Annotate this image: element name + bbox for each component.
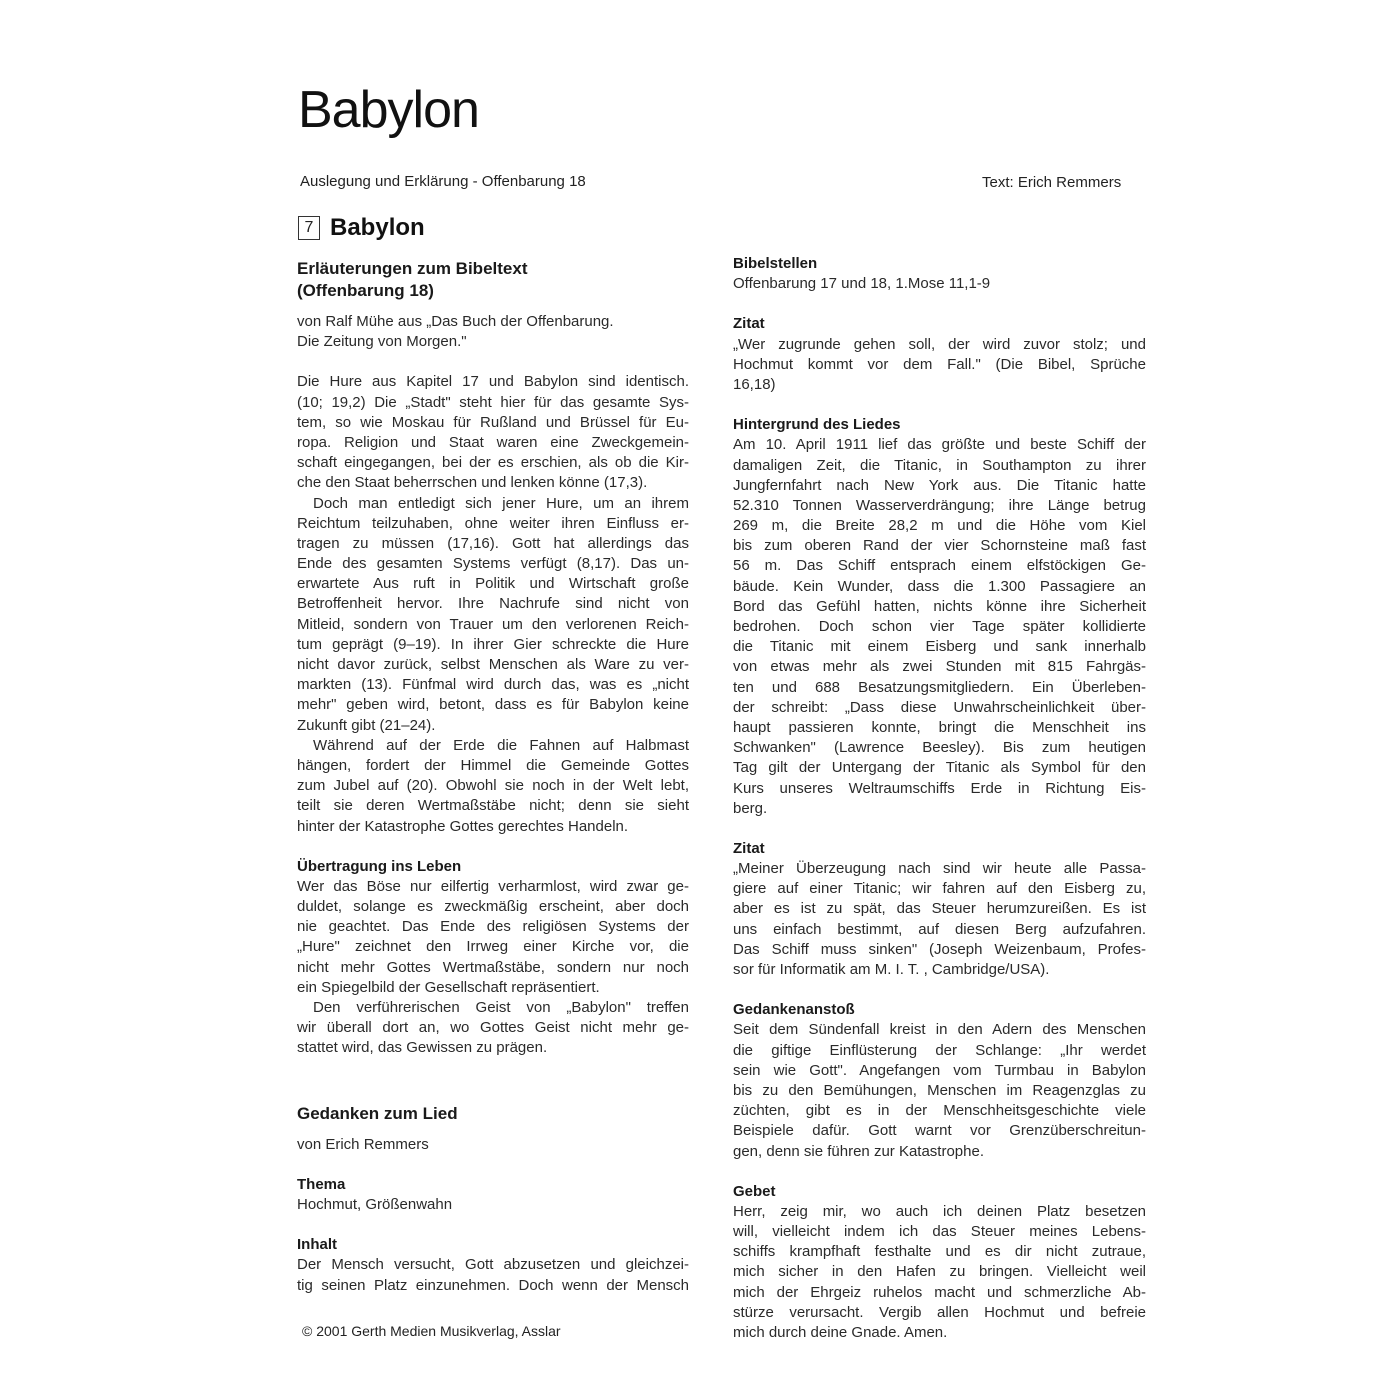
gebet-body xyxy=(733,1202,1146,1343)
text-line: mich durch deine Gnade. Amen. xyxy=(733,1324,948,1341)
text-line: Seit dem Sündenfall kreist in den Adern des Menschen xyxy=(733,1021,1146,1039)
zitat2-heading: Zitat xyxy=(733,839,765,857)
text-line: züchten, gibt es in der Menschheitsgeschichte viele xyxy=(733,1102,1146,1120)
text-line: Während auf der Erde die Fahnen auf Halbmast xyxy=(313,736,689,754)
text-line xyxy=(297,1296,689,1298)
erlaeuterungen-heading xyxy=(297,258,689,302)
zitat1-heading: Zitat xyxy=(733,315,765,333)
text-line: Herr, zeig mir, wo auch ich deinen Platz besetzen xyxy=(733,1202,1146,1220)
text-line: bäude. Kein Wunder, dass die 1.300 Passagiere an xyxy=(733,577,1146,595)
heading-line: Erläuterungen zum Bibeltext xyxy=(297,259,528,278)
text-line: 269 m, die Breite 28,2 m und die Höhe vom Kiel xyxy=(733,517,1146,535)
text-line: bis zum oberen Rand der vier Schornsteine maß fast xyxy=(733,537,1146,555)
text-line: tig seinen Platz einzunehmen. Doch wenn der Mensch xyxy=(297,1276,689,1294)
text-line: mehr" geben wird, betont, dass es für Babylon keine xyxy=(297,696,689,714)
inhalt-heading: Inhalt xyxy=(297,1236,337,1254)
byline-line: von Ralf Mühe aus „Das Buch der Offenbarung. xyxy=(297,313,614,330)
text-line: „Wer zugrunde gehen soll, der wird zuvor stolz; und xyxy=(733,335,1146,353)
byline-line: Die Zeitung von Morgen." xyxy=(297,333,467,351)
text-line: erwartete Aus ruft in Politik und Wirtschaft große xyxy=(297,575,689,593)
text-line: wir überall dort an, wo Gottes Geist nicht mehr ge- xyxy=(297,1019,689,1037)
text-line: „Hure" zeichnet den Irrweg einer Kirche vor, die xyxy=(297,938,689,956)
bibelstellen-text: Offenbarung 17 und 18, 1.Mose 11,1-9 xyxy=(733,275,991,293)
text-line: Die Hure aus Kapitel 17 und Babylon sind identisch. xyxy=(297,373,689,391)
text-line: Wer das Böse nur eilfertig verharmlost, wird zwar ge- xyxy=(297,877,689,895)
gedanken-byline: von Erich Remmers xyxy=(297,1135,429,1153)
erlaeuterungen-byline xyxy=(297,312,689,352)
text-line: sor für Informatik am M. I. T. , Cambridge/USA). xyxy=(733,961,1050,978)
text-line: bis zu den Bemühungen, Menschen im Reagenzglas zu xyxy=(733,1081,1146,1099)
text-line: Den verführerischen Geist von „Babylon" treffen xyxy=(313,999,689,1016)
text-line: Doch man entledigt sich jener Hure, um an ihrem xyxy=(313,494,689,512)
text-line: Schwanken" (Lawrence Beesley). Bis zum heutigen xyxy=(733,739,1146,757)
zitat2-body xyxy=(733,859,1146,980)
text-line: die giftige Einflüsterung der Schlange: „Ihr werdet xyxy=(733,1041,1146,1059)
text-line: berg. xyxy=(733,799,768,817)
text-line: markten (13). Fünfmal wird durch das, was es „nicht xyxy=(297,676,689,694)
gedankenanstoss-heading: Gedankenanstoß xyxy=(733,1001,855,1019)
heading-line: (Offenbarung 18) xyxy=(297,281,434,300)
text-line: Bord das Gefühl hatten, nichts könne ihre Sicherheit xyxy=(733,597,1146,615)
paragraph xyxy=(297,494,689,736)
text-line: hängen, fordert der Himmel die Gemeinde Gottes xyxy=(297,756,689,774)
text-line: Kurs unseres Weltraumschiffs Erde in Richtung Eis- xyxy=(733,779,1146,797)
hintergrund-heading: Hintergrund des Liedes xyxy=(733,416,901,434)
text-line: giere auf einer Titanic; wir fahren auf den Eisberg zu, xyxy=(733,880,1146,898)
section-title: Babylon xyxy=(330,214,425,241)
text-line: Reichtum teilzuhaben, ohne weiter ihren Einfluss er- xyxy=(297,514,689,532)
text-line: mich sicher in den Hafen zu bringen. Vielleicht weil xyxy=(733,1263,1146,1281)
text-line: Mitleid, sondern von Trauer um den verlorenen Reich- xyxy=(297,615,689,633)
text-line: mich der Ehrgeiz ruhelos macht und schmerzliche Ab- xyxy=(733,1283,1146,1301)
right-column xyxy=(733,254,1146,1354)
text-line: Ende des gesamten Systems verfügt (8,17). Das un- xyxy=(297,555,689,573)
gedanken-heading: Gedanken zum Lied xyxy=(297,1103,458,1123)
paragraph xyxy=(297,736,689,837)
text-line: nie geachtet. Das Ende des religiösen Systems der xyxy=(297,918,689,936)
text-line: stattet wird, das Gewissen zu prägen. xyxy=(297,1039,548,1057)
text-line: Hochmut kommt vor dem Fall." (Die Bibel, Sprüche xyxy=(733,355,1146,373)
gebet-heading: Gebet xyxy=(733,1182,776,1200)
text-line: haupt passieren konnte, bringt die Menschheit ins xyxy=(733,718,1146,736)
text-line: zum Jubel auf (20). Obwohl sie noch in der Welt lebt, xyxy=(297,777,689,795)
text-line: Der Mensch versucht, Gott abzusetzen und gleichzei- xyxy=(297,1256,689,1274)
thema-text: Hochmut, Größenwahn xyxy=(297,1195,453,1213)
paragraph xyxy=(297,372,689,493)
text-line: 52.310 Tonnen Wasserverdrängung; ihre Länge betrug xyxy=(733,496,1146,514)
text-line: ten und 688 Besatzungsmitgliedern. Ein Überleben- xyxy=(733,678,1146,696)
subtitle: Auslegung und Erklärung - Offenbarung 18 xyxy=(300,173,586,190)
text-line: tem, so wie Moskau für Rußland und Brüssel für Eu- xyxy=(297,413,689,431)
text-line: teilt sie deren Wertmaßstäbe nicht; denn sie sieht xyxy=(297,797,689,815)
text-line: von etwas mehr als zwei Stunden mit 815 Fahrgäs- xyxy=(733,658,1146,676)
text-line: die Titanic mit einem Eisberg und sank innerhalb xyxy=(733,638,1146,656)
text-line: hinter der Katastrophe Gottes gerechtes Handeln. xyxy=(297,817,629,835)
text-line: che den Staat beherrschen und lenken könne (17,3). xyxy=(297,474,648,492)
text-line: schiffs krampfhaft festhalte und es dir nicht zutraue, xyxy=(733,1243,1146,1261)
text-line: Zukunft gibt (21–24). xyxy=(297,716,436,734)
text-line: ein Spiegelbild der Gesellschaft repräsentiert. xyxy=(297,978,600,996)
text-line: gen, denn sie führen zur Katastrophe. xyxy=(733,1142,985,1160)
text-line: nicht davor zurück, selbst Menschen als Ware zu ver- xyxy=(297,656,689,673)
text-line: bedrohen. Doch schon vier Tage später kollidierte xyxy=(733,618,1146,635)
text-line: Am 10. April 1911 lief das größte und beste Schiff der xyxy=(733,436,1146,454)
text-line: 56 m. Das Schiff entsprach einem elfstöckigen Ge- xyxy=(733,557,1146,575)
section-number-box: 7 xyxy=(298,216,320,240)
section-header xyxy=(298,214,425,242)
text-line: Tag gilt der Untergang der Titanic als Symbol für den xyxy=(733,759,1146,777)
paragraph xyxy=(297,877,689,998)
text-line: tum geprägt (9–19). In ihrer Gier schreckte die Hure xyxy=(297,635,689,653)
text-line: 16,18) xyxy=(733,375,776,393)
left-column xyxy=(297,258,689,1298)
text-line: stürze verursacht. Vergib allen Hochmut und befreie xyxy=(733,1303,1146,1321)
text-line: ropa. Religion und Staat waren eine Zweckgemein- xyxy=(297,433,689,451)
text-line: damaligen Zeit, die Titanic, in Southampton zu ihrer xyxy=(733,456,1146,474)
text-line: uns einfach bestimmt, auf diesen Berg aufzufahren. xyxy=(733,920,1146,938)
inhalt-body xyxy=(297,1255,689,1298)
text-line: duldet, solange es zweckmäßig erscheint, aber doch xyxy=(297,898,689,916)
paragraph xyxy=(297,998,689,1059)
uebertragung-body xyxy=(297,877,689,1059)
text-line: nicht mehr Gottes Wertmaßstäbe, sondern nur noch xyxy=(297,958,689,976)
gedankenanstoss-body xyxy=(733,1020,1146,1161)
text-line: Das Schiff muss sinken" (Joseph Weizenbaum, Profes- xyxy=(733,940,1146,958)
text-line: Jungfernfahrt nach New York aus. Die Titanic hatte xyxy=(733,476,1146,494)
uebertragung-heading: Übertragung ins Leben xyxy=(297,857,462,875)
text-line: der schreibt: „Dass diese Unwahrscheinlichkeit über- xyxy=(733,698,1146,716)
text-line: will, vielleicht indem ich das Steuer meines Lebens- xyxy=(733,1223,1146,1241)
copyright-footer: © 2001 Gerth Medien Musikverlag, Asslar xyxy=(302,1323,561,1339)
text-line: tragen zu müssen (17,16). Gott hat allerdings das xyxy=(297,534,689,552)
text-line: (10; 19,2) Die „Stadt" steht hier für das gesamte Sys- xyxy=(297,393,689,411)
zitat1-body xyxy=(733,335,1146,396)
text-line: Beispiele dafür. Gott warnt vor Grenzüberschreitun- xyxy=(733,1122,1146,1140)
text-line: sein wie Gott". Angefangen vom Turmbau in Babylon xyxy=(733,1061,1146,1079)
thema-heading: Thema xyxy=(297,1175,346,1193)
hintergrund-body xyxy=(733,435,1146,819)
text-line: schaft eingegangen, bei der es erschien, als ob die Kir- xyxy=(297,454,689,472)
author-credit: Text: Erich Remmers xyxy=(982,174,1122,191)
text-line: aber es ist zu spät, das Steuer herumzureißen. Es ist xyxy=(733,900,1146,918)
text-line: Betroffenheit hervor. Ihre Nachrufe sind nicht von xyxy=(297,595,689,613)
erlaeuterungen-body xyxy=(297,372,689,836)
text-line: „Meiner Überzeugung nach sind wir heute alle Passa- xyxy=(733,860,1146,878)
bibelstellen-heading: Bibelstellen xyxy=(733,255,818,272)
page-title: Babylon xyxy=(298,81,479,139)
